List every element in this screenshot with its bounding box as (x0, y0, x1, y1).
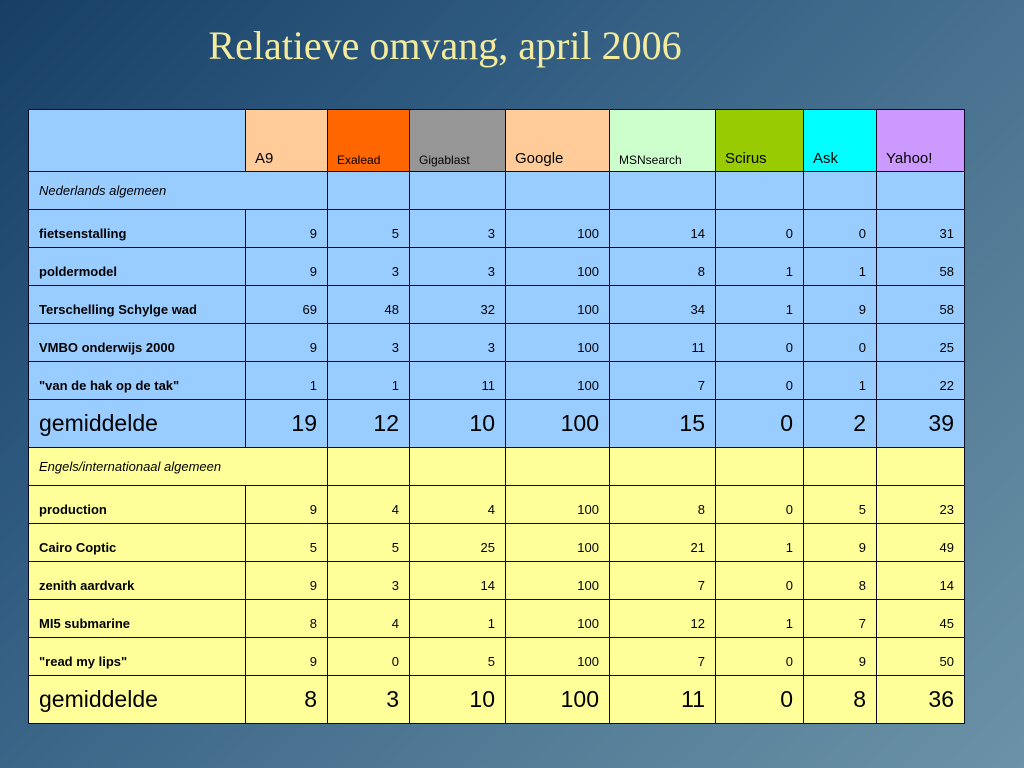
average-value: 0 (716, 676, 804, 724)
section-label: Nederlands algemeen (29, 172, 328, 210)
value-cell: 32 (410, 286, 506, 324)
engine-header-yahoo: Yahoo! (877, 110, 965, 172)
value-cell: 9 (246, 210, 328, 248)
value-cell: 12 (610, 600, 716, 638)
value-cell: 4 (410, 486, 506, 524)
value-cell: 58 (877, 248, 965, 286)
value-cell: 14 (410, 562, 506, 600)
value-cell: 3 (328, 324, 410, 362)
value-cell: 0 (716, 324, 804, 362)
value-cell: 8 (246, 600, 328, 638)
value-cell: 0 (804, 324, 877, 362)
row-term: MI5 submarine (29, 600, 246, 638)
value-cell: 3 (410, 324, 506, 362)
table-row (29, 362, 965, 400)
row-term: Cairo Coptic (29, 524, 246, 562)
row-term: fietsenstalling (29, 210, 246, 248)
value-cell: 1 (246, 362, 328, 400)
value-cell: 1 (804, 362, 877, 400)
value-cell: 3 (410, 248, 506, 286)
value-cell: 100 (506, 600, 610, 638)
average-value: 36 (877, 676, 965, 724)
header-row (29, 110, 965, 172)
value-cell: 25 (410, 524, 506, 562)
value-cell: 34 (610, 286, 716, 324)
value-cell: 100 (506, 524, 610, 562)
average-value: 2 (804, 400, 877, 448)
value-cell: 100 (506, 248, 610, 286)
value-cell: 9 (804, 638, 877, 676)
average-value: 10 (410, 400, 506, 448)
section-header-row (29, 448, 965, 486)
value-cell: 1 (716, 524, 804, 562)
value-cell: 3 (410, 210, 506, 248)
average-value: 10 (410, 676, 506, 724)
header-corner-cell (29, 110, 246, 172)
table-row (29, 210, 965, 248)
value-cell: 14 (877, 562, 965, 600)
average-label: gemiddelde (29, 400, 246, 448)
value-cell: 25 (877, 324, 965, 362)
value-cell: 45 (877, 600, 965, 638)
value-cell: 4 (328, 600, 410, 638)
value-cell: 9 (246, 324, 328, 362)
section-header-row (29, 172, 965, 210)
value-cell: 1 (804, 248, 877, 286)
row-term: production (29, 486, 246, 524)
value-cell: 1 (716, 286, 804, 324)
value-cell: 0 (716, 638, 804, 676)
average-value: 0 (716, 400, 804, 448)
value-cell: 3 (328, 562, 410, 600)
slide-title: Relatieve omvang, april 2006 (208, 23, 682, 68)
search-engine-size-table (28, 109, 965, 724)
table-row (29, 286, 965, 324)
average-row (29, 676, 965, 724)
value-cell: 4 (328, 486, 410, 524)
table-row (29, 524, 965, 562)
average-value: 11 (610, 676, 716, 724)
value-cell: 23 (877, 486, 965, 524)
average-value: 3 (328, 676, 410, 724)
value-cell: 5 (328, 210, 410, 248)
engine-header-msnsearch: MSNsearch (610, 110, 716, 172)
value-cell: 0 (716, 562, 804, 600)
value-cell: 8 (610, 248, 716, 286)
value-cell: 9 (804, 524, 877, 562)
average-value: 39 (877, 400, 965, 448)
value-cell: 100 (506, 324, 610, 362)
value-cell: 7 (610, 362, 716, 400)
value-cell: 7 (610, 638, 716, 676)
row-term: poldermodel (29, 248, 246, 286)
value-cell: 58 (877, 286, 965, 324)
value-cell: 0 (328, 638, 410, 676)
engine-header-scirus: Scirus (716, 110, 804, 172)
engine-header-a9: A9 (246, 110, 328, 172)
value-cell: 14 (610, 210, 716, 248)
average-value: 100 (506, 676, 610, 724)
value-cell: 8 (804, 562, 877, 600)
section-label: Engels/internationaal algemeen (29, 448, 328, 486)
value-cell: 5 (804, 486, 877, 524)
table-row (29, 562, 965, 600)
average-value: 12 (328, 400, 410, 448)
value-cell: 22 (877, 362, 965, 400)
value-cell: 69 (246, 286, 328, 324)
average-value: 8 (246, 676, 328, 724)
value-cell: 0 (804, 210, 877, 248)
average-value: 19 (246, 400, 328, 448)
row-term: Terschelling Schylge wad (29, 286, 246, 324)
value-cell: 1 (716, 600, 804, 638)
value-cell: 3 (328, 248, 410, 286)
value-cell: 9 (246, 486, 328, 524)
average-label: gemiddelde (29, 676, 246, 724)
row-term: VMBO onderwijs 2000 (29, 324, 246, 362)
table-row (29, 638, 965, 676)
table-row (29, 600, 965, 638)
engine-header-ask: Ask (804, 110, 877, 172)
value-cell: 100 (506, 286, 610, 324)
value-cell: 1 (410, 600, 506, 638)
row-term: zenith aardvark (29, 562, 246, 600)
value-cell: 9 (246, 638, 328, 676)
engine-header-gigablast: Gigablast (410, 110, 506, 172)
row-term: "van de hak op de tak" (29, 362, 246, 400)
table-row (29, 324, 965, 362)
value-cell: 1 (716, 248, 804, 286)
value-cell: 7 (610, 562, 716, 600)
value-cell: 50 (877, 638, 965, 676)
value-cell: 9 (246, 248, 328, 286)
value-cell: 100 (506, 486, 610, 524)
engine-header-exalead: Exalead (328, 110, 410, 172)
table-row (29, 248, 965, 286)
engine-header-google: Google (506, 110, 610, 172)
value-cell: 9 (246, 562, 328, 600)
value-cell: 0 (716, 486, 804, 524)
value-cell: 5 (246, 524, 328, 562)
value-cell: 31 (877, 210, 965, 248)
value-cell: 5 (328, 524, 410, 562)
value-cell: 0 (716, 362, 804, 400)
value-cell: 11 (410, 362, 506, 400)
row-term: "read my lips" (29, 638, 246, 676)
value-cell: 100 (506, 362, 610, 400)
value-cell: 5 (410, 638, 506, 676)
value-cell: 100 (506, 210, 610, 248)
value-cell: 100 (506, 562, 610, 600)
average-value: 15 (610, 400, 716, 448)
value-cell: 7 (804, 600, 877, 638)
value-cell: 0 (716, 210, 804, 248)
average-row (29, 400, 965, 448)
value-cell: 9 (804, 286, 877, 324)
table-row (29, 486, 965, 524)
average-value: 100 (506, 400, 610, 448)
value-cell: 100 (506, 638, 610, 676)
value-cell: 8 (610, 486, 716, 524)
value-cell: 11 (610, 324, 716, 362)
value-cell: 1 (328, 362, 410, 400)
value-cell: 49 (877, 524, 965, 562)
value-cell: 48 (328, 286, 410, 324)
average-value: 8 (804, 676, 877, 724)
value-cell: 21 (610, 524, 716, 562)
